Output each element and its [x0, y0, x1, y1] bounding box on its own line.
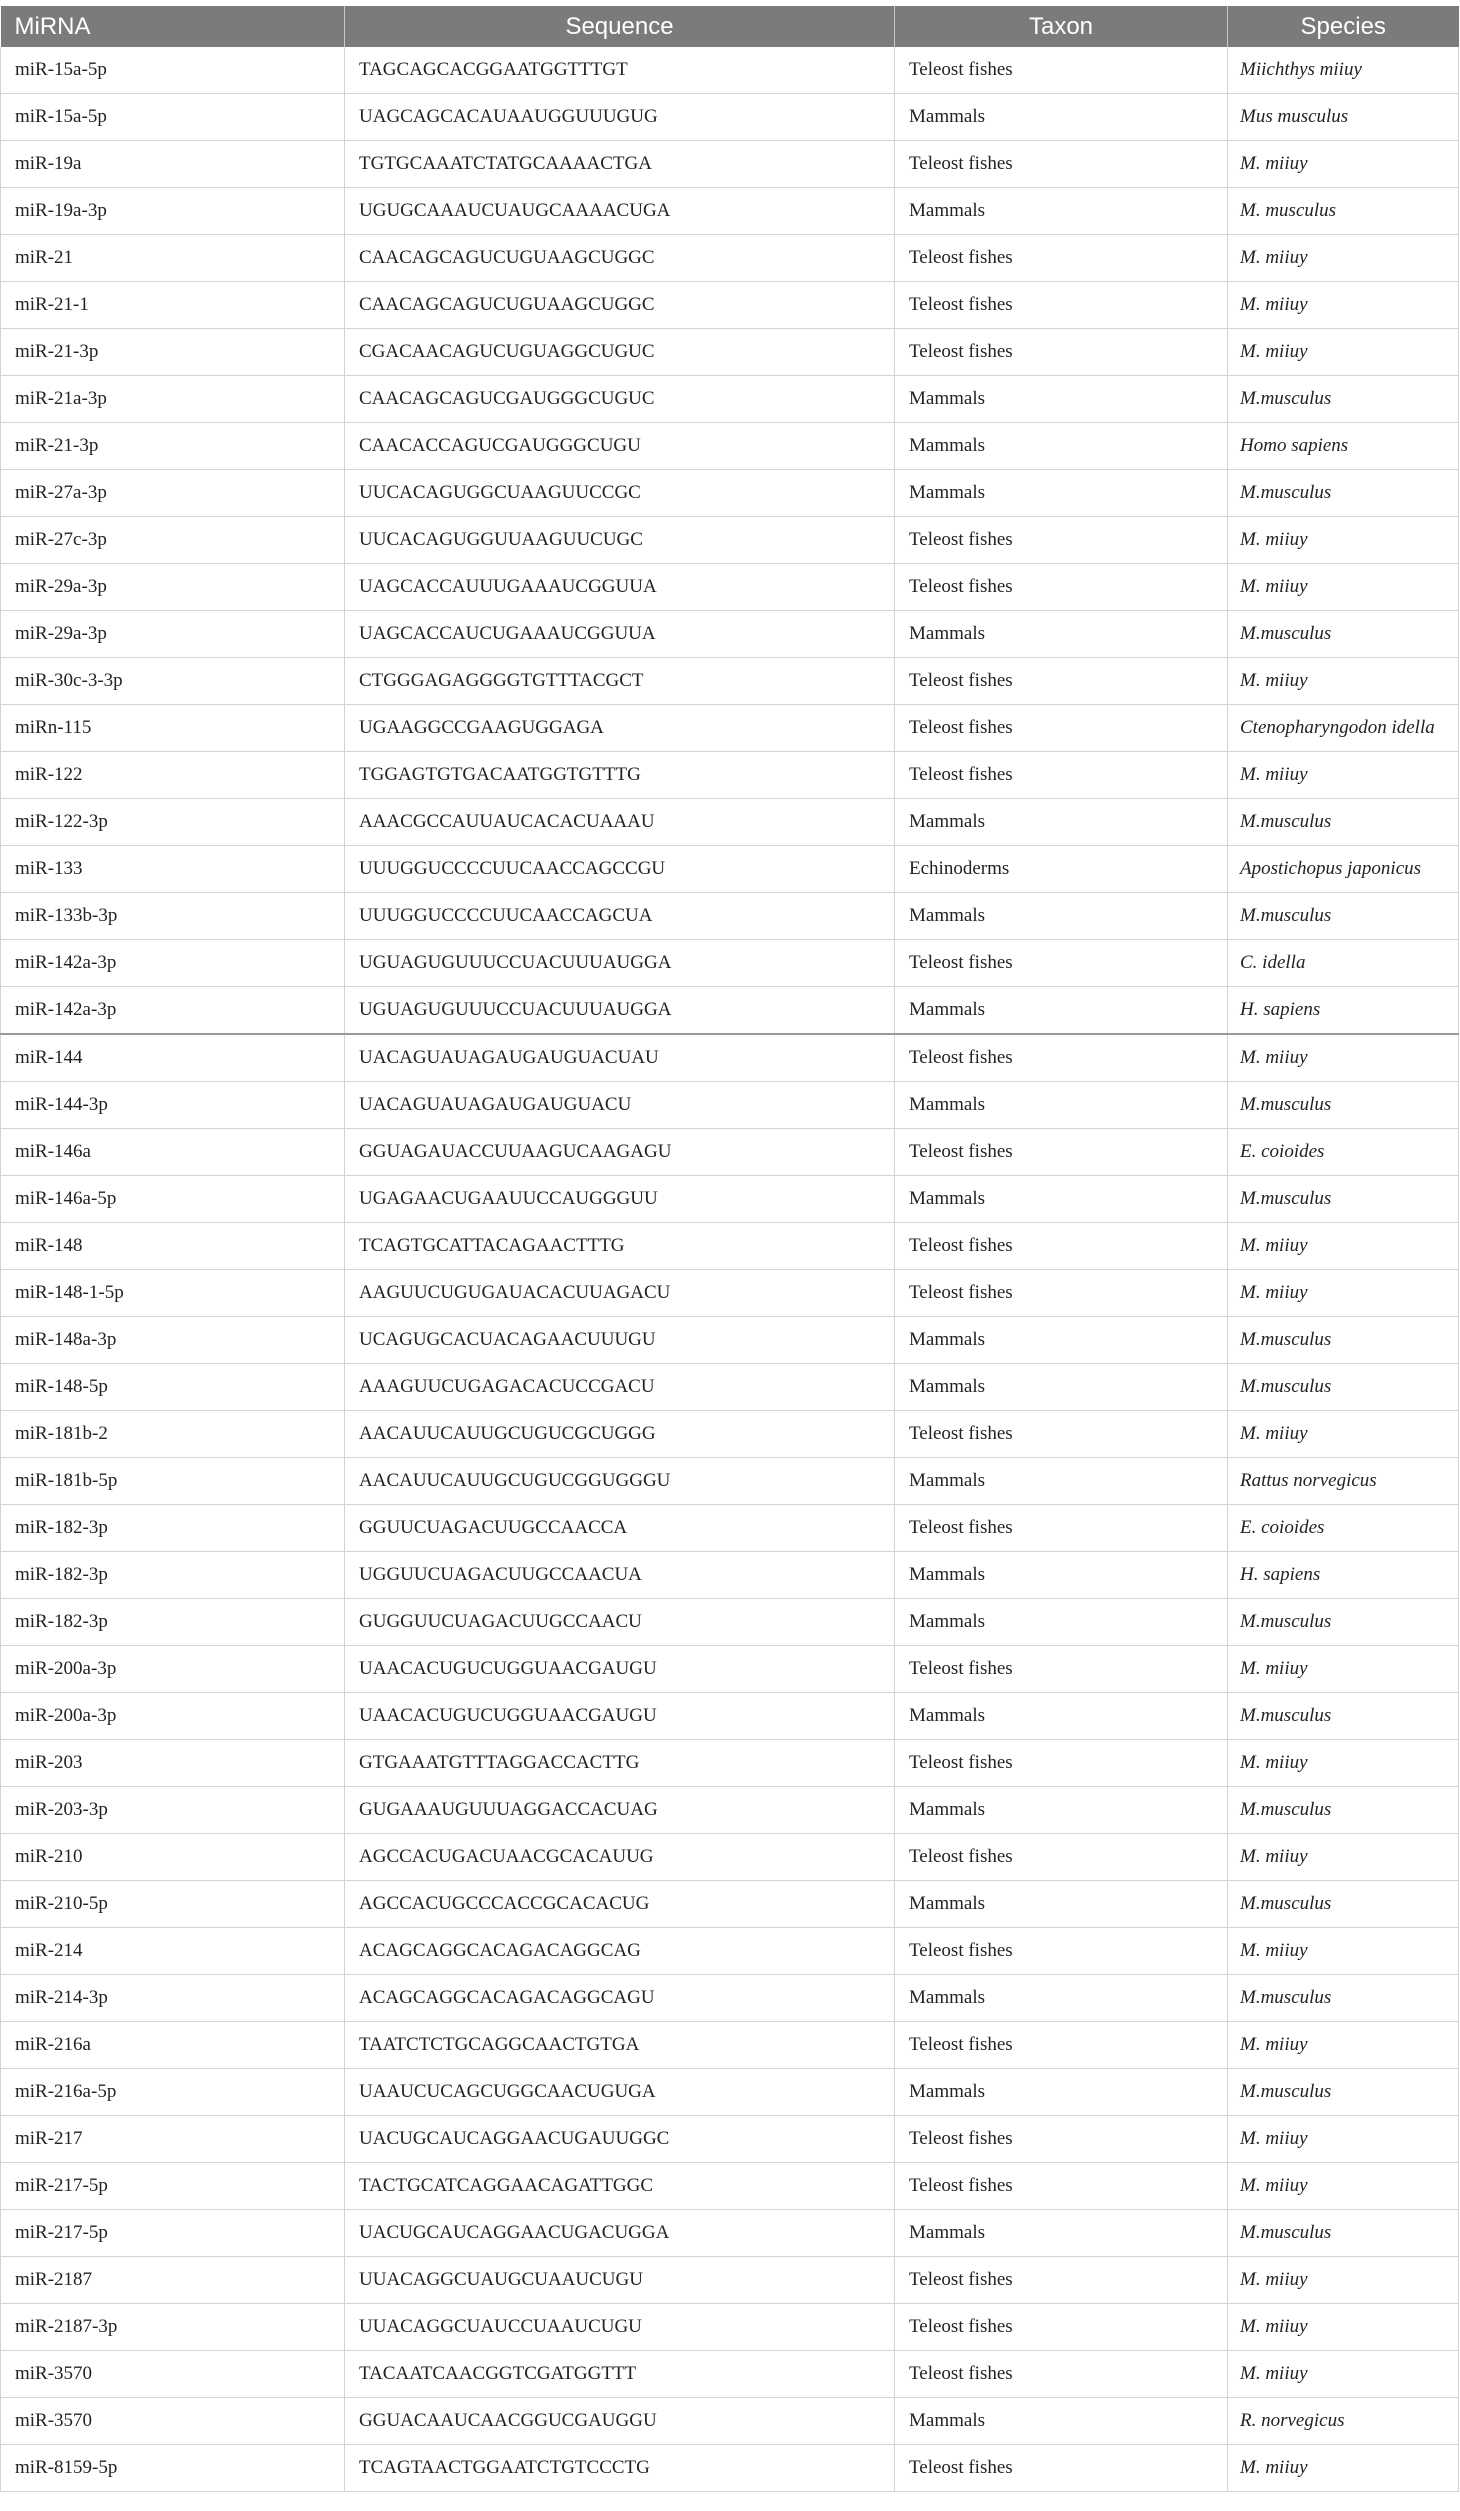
table-row	[1, 141, 1459, 188]
table-row	[1, 940, 1459, 987]
cell-species: M. miiuy	[1228, 235, 1459, 282]
cell-species: M. miiuy	[1228, 658, 1459, 705]
table-row	[1, 94, 1459, 141]
cell-sequence: TCAGTAACTGGAATCTGTCCCTG	[345, 2445, 895, 2492]
cell-mirna: miR-21-3p	[1, 423, 345, 470]
cell-sequence: AAGUUCUGUGAUACACUUAGACU	[345, 1270, 895, 1317]
cell-taxon: Teleost fishes	[895, 2351, 1228, 2398]
cell-mirna: miR-3570	[1, 2398, 345, 2445]
cell-species: M. miiuy	[1228, 1646, 1459, 1693]
cell-mirna: miR-214-3p	[1, 1975, 345, 2022]
cell-sequence: GUGAAAUGUUUAGGACCACUAG	[345, 1787, 895, 1834]
header-mirna: MiRNA	[1, 6, 345, 47]
cell-sequence: AACAUUCAUUGCUGUCGCUGGG	[345, 1411, 895, 1458]
cell-sequence: UAGCAGCACAUAAUGGUUUGUG	[345, 94, 895, 141]
table-row	[1, 1129, 1459, 1176]
cell-sequence: CAACAGCAGUCGAUGGGCUGUC	[345, 376, 895, 423]
table-row	[1, 2398, 1459, 2445]
cell-taxon: Teleost fishes	[895, 1129, 1228, 1176]
cell-sequence: UGUAGUGUUUCCUACUUUAUGGA	[345, 940, 895, 987]
cell-sequence: UUUGGUCCCCUUCAACCAGCCGU	[345, 846, 895, 893]
cell-taxon: Teleost fishes	[895, 1928, 1228, 1975]
cell-mirna: miR-29a-3p	[1, 564, 345, 611]
cell-species: M. miiuy	[1228, 1928, 1459, 1975]
cell-taxon: Teleost fishes	[895, 517, 1228, 564]
cell-sequence: ACAGCAGGCACAGACAGGCAGU	[345, 1975, 895, 2022]
cell-sequence: TGTGCAAATCTATGCAAAACTGA	[345, 141, 895, 188]
cell-taxon: Mammals	[895, 1082, 1228, 1129]
cell-sequence: UUACAGGCUAUGCUAAUCUGU	[345, 2257, 895, 2304]
cell-sequence: UGUAGUGUUUCCUACUUUAUGGA	[345, 987, 895, 1035]
cell-species: M.musculus	[1228, 1787, 1459, 1834]
cell-taxon: Mammals	[895, 376, 1228, 423]
table-row	[1, 376, 1459, 423]
cell-sequence: UAGCACCAUCUGAAAUCGGUUA	[345, 611, 895, 658]
cell-species: M. miiuy	[1228, 2022, 1459, 2069]
table-row	[1, 423, 1459, 470]
cell-mirna: miR-214	[1, 1928, 345, 1975]
cell-species: M.musculus	[1228, 1082, 1459, 1129]
cell-sequence: TAATCTCTGCAGGCAACTGTGA	[345, 2022, 895, 2069]
cell-species: M. miiuy	[1228, 2351, 1459, 2398]
cell-mirna: miR-21	[1, 235, 345, 282]
cell-mirna: miR-30c-3-3p	[1, 658, 345, 705]
cell-sequence: UGAAGGCCGAAGUGGAGA	[345, 705, 895, 752]
cell-mirna: miR-3570	[1, 2351, 345, 2398]
table-row	[1, 470, 1459, 517]
cell-sequence: AGCCACUGCCCACCGCACACUG	[345, 1881, 895, 1928]
cell-mirna: miR-200a-3p	[1, 1693, 345, 1740]
header-row	[1, 6, 1459, 47]
cell-sequence: UAACACUGUCUGGUAACGAUGU	[345, 1693, 895, 1740]
cell-mirna: miR-210-5p	[1, 1881, 345, 1928]
cell-species: M.musculus	[1228, 1693, 1459, 1740]
cell-taxon: Mammals	[895, 1552, 1228, 1599]
table-row	[1, 1834, 1459, 1881]
cell-species: M. miiuy	[1228, 1834, 1459, 1881]
cell-taxon: Teleost fishes	[895, 1740, 1228, 1787]
table-row	[1, 1034, 1459, 1082]
cell-taxon: Teleost fishes	[895, 2445, 1228, 2492]
cell-taxon: Mammals	[895, 1975, 1228, 2022]
cell-taxon: Mammals	[895, 1693, 1228, 1740]
table-row	[1, 329, 1459, 376]
table-row	[1, 47, 1459, 94]
table-row	[1, 2022, 1459, 2069]
cell-taxon: Mammals	[895, 2398, 1228, 2445]
cell-mirna: miR-148a-3p	[1, 1317, 345, 1364]
cell-taxon: Teleost fishes	[895, 564, 1228, 611]
cell-sequence: TACAATCAACGGTCGATGGTTT	[345, 2351, 895, 2398]
cell-mirna: miR-148-5p	[1, 1364, 345, 1411]
cell-taxon: Teleost fishes	[895, 2116, 1228, 2163]
cell-species: Homo sapiens	[1228, 423, 1459, 470]
cell-mirna: miR-27a-3p	[1, 470, 345, 517]
cell-mirna: miR-27c-3p	[1, 517, 345, 564]
table-row	[1, 799, 1459, 846]
table-row	[1, 1928, 1459, 1975]
cell-sequence: CGACAACAGUCUGUAGGCUGUC	[345, 329, 895, 376]
table-row	[1, 2116, 1459, 2163]
cell-species: M.musculus	[1228, 2069, 1459, 2116]
cell-mirna: miR-21-1	[1, 282, 345, 329]
cell-taxon: Teleost fishes	[895, 141, 1228, 188]
table-row	[1, 564, 1459, 611]
cell-species: H. sapiens	[1228, 987, 1459, 1035]
cell-taxon: Mammals	[895, 799, 1228, 846]
cell-taxon: Mammals	[895, 1881, 1228, 1928]
cell-mirna: miR-181b-5p	[1, 1458, 345, 1505]
cell-sequence: GUGGUUCUAGACUUGCCAACU	[345, 1599, 895, 1646]
cell-taxon: Mammals	[895, 94, 1228, 141]
cell-species: M. musculus	[1228, 188, 1459, 235]
table-row	[1, 2069, 1459, 2116]
table-row	[1, 517, 1459, 564]
cell-taxon: Mammals	[895, 423, 1228, 470]
cell-taxon: Teleost fishes	[895, 1834, 1228, 1881]
cell-sequence: TCAGTGCATTACAGAACTTTG	[345, 1223, 895, 1270]
cell-taxon: Teleost fishes	[895, 47, 1228, 94]
cell-species: M. miiuy	[1228, 1223, 1459, 1270]
table-row	[1, 987, 1459, 1035]
cell-sequence: UGGUUCUAGACUUGCCAACUA	[345, 1552, 895, 1599]
cell-sequence: AACAUUCAUUGCUGUCGGUGGGU	[345, 1458, 895, 1505]
table-row	[1, 752, 1459, 799]
table-row	[1, 1223, 1459, 1270]
cell-mirna: miR-203	[1, 1740, 345, 1787]
cell-mirna: miR-146a	[1, 1129, 345, 1176]
cell-mirna: miR-217-5p	[1, 2210, 345, 2257]
cell-taxon: Mammals	[895, 611, 1228, 658]
cell-mirna: miR-19a	[1, 141, 345, 188]
cell-sequence: GGUAGAUACCUUAAGUCAAGAGU	[345, 1129, 895, 1176]
cell-taxon: Mammals	[895, 893, 1228, 940]
table-row	[1, 2304, 1459, 2351]
cell-sequence: CAACAGCAGUCUGUAAGCUGGC	[345, 235, 895, 282]
cell-species: Rattus norvegicus	[1228, 1458, 1459, 1505]
table-row	[1, 1740, 1459, 1787]
cell-sequence: UAGCACCAUUUGAAAUCGGUUA	[345, 564, 895, 611]
cell-sequence: UACUGCAUCAGGAACUGACUGGA	[345, 2210, 895, 2257]
cell-mirna: miR-21-3p	[1, 329, 345, 376]
cell-mirna: miR-142a-3p	[1, 940, 345, 987]
cell-mirna: miR-200a-3p	[1, 1646, 345, 1693]
cell-sequence: UUCACAGUGGCUAAGUUCCGC	[345, 470, 895, 517]
cell-sequence: UACAGUAUAGAUGAUGUACU	[345, 1082, 895, 1129]
cell-mirna: miR-148	[1, 1223, 345, 1270]
table-row	[1, 2351, 1459, 2398]
table-row	[1, 705, 1459, 752]
cell-species: M.musculus	[1228, 799, 1459, 846]
cell-species: Miichthys miiuy	[1228, 47, 1459, 94]
cell-species: Ctenopharyngodon idella	[1228, 705, 1459, 752]
table-row	[1, 658, 1459, 705]
cell-taxon: Teleost fishes	[895, 705, 1228, 752]
table-row	[1, 893, 1459, 940]
cell-sequence: GGUUCUAGACUUGCCAACCA	[345, 1505, 895, 1552]
cell-mirna: miR-210	[1, 1834, 345, 1881]
cell-mirna: miR-2187-3p	[1, 2304, 345, 2351]
header-species: Species	[1228, 6, 1459, 47]
cell-sequence: AAAGUUCUGAGACACUCCGACU	[345, 1364, 895, 1411]
mirna-table-container	[0, 6, 1460, 2492]
cell-species: M. miiuy	[1228, 517, 1459, 564]
table-row	[1, 1270, 1459, 1317]
cell-taxon: Teleost fishes	[895, 1034, 1228, 1082]
cell-sequence: UAACACUGUCUGGUAACGAUGU	[345, 1646, 895, 1693]
cell-mirna: miR-19a-3p	[1, 188, 345, 235]
cell-species: M. miiuy	[1228, 1411, 1459, 1458]
table-row	[1, 1082, 1459, 1129]
cell-taxon: Teleost fishes	[895, 1646, 1228, 1693]
cell-species: M. miiuy	[1228, 2445, 1459, 2492]
cell-mirna: miR-29a-3p	[1, 611, 345, 658]
table-header	[1, 6, 1459, 47]
cell-sequence: AAACGCCAUUAUCACACUAAAU	[345, 799, 895, 846]
cell-taxon: Teleost fishes	[895, 235, 1228, 282]
table-row	[1, 1646, 1459, 1693]
table-row	[1, 235, 1459, 282]
table-row	[1, 1693, 1459, 1740]
cell-species: M. miiuy	[1228, 2116, 1459, 2163]
cell-sequence: GTGAAATGTTTAGGACCACTTG	[345, 1740, 895, 1787]
cell-species: M.musculus	[1228, 1317, 1459, 1364]
cell-taxon: Mammals	[895, 1176, 1228, 1223]
table-row	[1, 282, 1459, 329]
cell-species: E. coioides	[1228, 1505, 1459, 1552]
cell-species: M.musculus	[1228, 1975, 1459, 2022]
cell-taxon: Mammals	[895, 2069, 1228, 2116]
cell-sequence: CTGGGAGAGGGGTGTTTACGCT	[345, 658, 895, 705]
cell-sequence: UACAGUAUAGAUGAUGUACUAU	[345, 1034, 895, 1082]
mirna-table	[0, 6, 1459, 2492]
cell-species: M.musculus	[1228, 376, 1459, 423]
cell-mirna: miR-182-3p	[1, 1505, 345, 1552]
cell-sequence: UCAGUGCACUACAGAACUUUGU	[345, 1317, 895, 1364]
cell-species: M. miiuy	[1228, 2257, 1459, 2304]
cell-taxon: Teleost fishes	[895, 2163, 1228, 2210]
cell-species: Mus musculus	[1228, 94, 1459, 141]
header-sequence: Sequence	[345, 6, 895, 47]
cell-species: M. miiuy	[1228, 1270, 1459, 1317]
cell-mirna: miRn-115	[1, 705, 345, 752]
cell-species: M.musculus	[1228, 1599, 1459, 1646]
cell-species: M. miiuy	[1228, 2163, 1459, 2210]
cell-taxon: Mammals	[895, 1317, 1228, 1364]
cell-sequence: TAGCAGCACGGAATGGTTTGT	[345, 47, 895, 94]
cell-sequence: TGGAGTGTGACAATGGTGTTTG	[345, 752, 895, 799]
cell-sequence: CAACAGCAGUCUGUAAGCUGGC	[345, 282, 895, 329]
table-row	[1, 1176, 1459, 1223]
cell-species: M. miiuy	[1228, 564, 1459, 611]
table-row	[1, 1411, 1459, 1458]
cell-mirna: miR-146a-5p	[1, 1176, 345, 1223]
cell-taxon: Mammals	[895, 987, 1228, 1035]
cell-taxon: Mammals	[895, 188, 1228, 235]
cell-species: M. miiuy	[1228, 2304, 1459, 2351]
cell-taxon: Teleost fishes	[895, 329, 1228, 376]
cell-taxon: Teleost fishes	[895, 752, 1228, 799]
cell-taxon: Teleost fishes	[895, 940, 1228, 987]
cell-mirna: miR-15a-5p	[1, 94, 345, 141]
cell-mirna: miR-133	[1, 846, 345, 893]
cell-species: C. idella	[1228, 940, 1459, 987]
cell-taxon: Teleost fishes	[895, 2022, 1228, 2069]
cell-mirna: miR-182-3p	[1, 1599, 345, 1646]
table-row	[1, 611, 1459, 658]
cell-taxon: Mammals	[895, 1787, 1228, 1834]
header-taxon: Taxon	[895, 6, 1228, 47]
cell-mirna: miR-15a-5p	[1, 47, 345, 94]
cell-species: M. miiuy	[1228, 141, 1459, 188]
table-row	[1, 2445, 1459, 2492]
cell-mirna: miR-182-3p	[1, 1552, 345, 1599]
cell-taxon: Teleost fishes	[895, 2304, 1228, 2351]
cell-mirna: miR-181b-2	[1, 1411, 345, 1458]
cell-taxon: Teleost fishes	[895, 1411, 1228, 1458]
cell-mirna: miR-122	[1, 752, 345, 799]
cell-taxon: Mammals	[895, 1458, 1228, 1505]
cell-mirna: miR-217	[1, 2116, 345, 2163]
cell-species: H. sapiens	[1228, 1552, 1459, 1599]
cell-mirna: miR-2187	[1, 2257, 345, 2304]
table-row	[1, 2163, 1459, 2210]
cell-taxon: Teleost fishes	[895, 2257, 1228, 2304]
table-row	[1, 1975, 1459, 2022]
table-row	[1, 1552, 1459, 1599]
table-row	[1, 1458, 1459, 1505]
cell-species: E. coioides	[1228, 1129, 1459, 1176]
cell-species: M.musculus	[1228, 2210, 1459, 2257]
table-row	[1, 2210, 1459, 2257]
table-row	[1, 1505, 1459, 1552]
table-row	[1, 2257, 1459, 2304]
cell-mirna: miR-122-3p	[1, 799, 345, 846]
cell-species: M. miiuy	[1228, 1034, 1459, 1082]
cell-sequence: UAAUCUCAGCUGGCAACUGUGA	[345, 2069, 895, 2116]
cell-taxon: Mammals	[895, 470, 1228, 517]
table-row	[1, 1364, 1459, 1411]
cell-mirna: miR-142a-3p	[1, 987, 345, 1035]
cell-sequence: UGUGCAAAUCUAUGCAAAACUGA	[345, 188, 895, 235]
cell-species: M.musculus	[1228, 611, 1459, 658]
cell-mirna: miR-217-5p	[1, 2163, 345, 2210]
cell-taxon: Mammals	[895, 1364, 1228, 1411]
cell-sequence: AGCCACUGACUAACGCACAUUG	[345, 1834, 895, 1881]
cell-species: M.musculus	[1228, 893, 1459, 940]
table-row	[1, 1881, 1459, 1928]
table-row	[1, 188, 1459, 235]
cell-species: M.musculus	[1228, 1881, 1459, 1928]
table-body	[1, 47, 1459, 2492]
cell-taxon: Teleost fishes	[895, 282, 1228, 329]
cell-species: M.musculus	[1228, 1364, 1459, 1411]
cell-mirna: miR-21a-3p	[1, 376, 345, 423]
cell-mirna: miR-216a-5p	[1, 2069, 345, 2116]
table-row	[1, 1787, 1459, 1834]
cell-sequence: TACTGCATCAGGAACAGATTGGC	[345, 2163, 895, 2210]
cell-taxon: Mammals	[895, 1599, 1228, 1646]
cell-taxon: Teleost fishes	[895, 1505, 1228, 1552]
table-row	[1, 1599, 1459, 1646]
cell-mirna: miR-216a	[1, 2022, 345, 2069]
cell-sequence: UUCACAGUGGUUAAGUUCUGC	[345, 517, 895, 564]
cell-species: Apostichopus japonicus	[1228, 846, 1459, 893]
cell-mirna: miR-148-1-5p	[1, 1270, 345, 1317]
cell-taxon: Teleost fishes	[895, 1270, 1228, 1317]
cell-sequence: UACUGCAUCAGGAACUGAUUGGC	[345, 2116, 895, 2163]
cell-species: M. miiuy	[1228, 329, 1459, 376]
cell-sequence: UGAGAACUGAAUUCCAUGGGUU	[345, 1176, 895, 1223]
cell-taxon: Teleost fishes	[895, 658, 1228, 705]
cell-taxon: Teleost fishes	[895, 1223, 1228, 1270]
cell-sequence: CAACACCAGUCGAUGGGCUGU	[345, 423, 895, 470]
cell-species: M. miiuy	[1228, 282, 1459, 329]
cell-taxon: Echinoderms	[895, 846, 1228, 893]
cell-mirna: miR-8159-5p	[1, 2445, 345, 2492]
cell-species: M. miiuy	[1228, 752, 1459, 799]
cell-mirna: miR-144	[1, 1034, 345, 1082]
cell-species: M.musculus	[1228, 1176, 1459, 1223]
cell-species: R. norvegicus	[1228, 2398, 1459, 2445]
cell-mirna: miR-203-3p	[1, 1787, 345, 1834]
cell-mirna: miR-144-3p	[1, 1082, 345, 1129]
table-row	[1, 1317, 1459, 1364]
cell-species: M.musculus	[1228, 470, 1459, 517]
cell-sequence: GGUACAAUCAACGGUCGAUGGU	[345, 2398, 895, 2445]
cell-species: M. miiuy	[1228, 1740, 1459, 1787]
cell-sequence: UUUGGUCCCCUUCAACCAGCUA	[345, 893, 895, 940]
cell-sequence: ACAGCAGGCACAGACAGGCAG	[345, 1928, 895, 1975]
cell-sequence: UUACAGGCUAUCCUAAUCUGU	[345, 2304, 895, 2351]
cell-mirna: miR-133b-3p	[1, 893, 345, 940]
table-row	[1, 846, 1459, 893]
cell-taxon: Mammals	[895, 2210, 1228, 2257]
